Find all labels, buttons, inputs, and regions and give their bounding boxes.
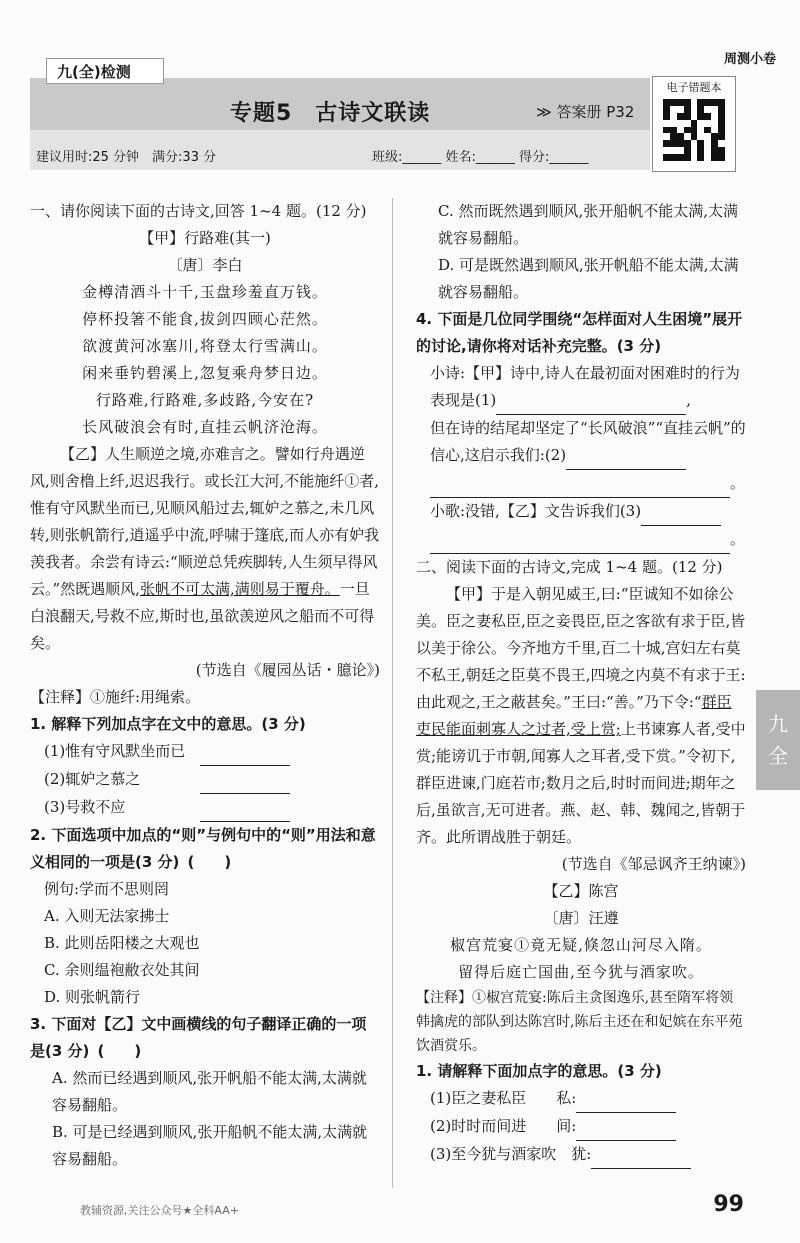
passage-yi-part2: 一旦白浪翻天,号救不应,斯时也,虽欲羡逆风之船而不可得矣。 [30,580,375,652]
question-3: 3. 下面对【乙】文中画横线的句子翻译正确的一项是(3 分) ( ) [30,1011,380,1065]
tab-char: 九 [768,712,788,736]
right-column [416,198,746,1169]
poem-line: 行路难,行路难,多歧路,今安在? [95,391,315,409]
footer-note: 教辅资源,关注公众号★全科AA+ [80,1204,239,1217]
answer-blank[interactable] [576,1113,676,1141]
option-c: C. 余则缊袍敝衣处其间 [44,961,200,979]
student-info-fields: 班级:______ 姓名:______ 得分:______ [372,150,589,165]
question-2: 2. 下面选项中加点的“则”与例句中的“则”用法和意义相同的一项是(3 分) ( ) [30,822,380,876]
poem-line: 闲来垂钓碧溪上,忽复乘舟梦日边。 [82,364,328,382]
answer-blank[interactable] [496,387,686,415]
q1-item: (3)至今犹与酒家吹 犹: [416,1141,746,1169]
passage-yi-part1: 【乙】人生顺逆之境,亦难言之。譬如行舟遇逆风,则舍橹上纤,迟迟我行。或长江大河,不能施纤①者,惟有守风默坐而已,见顺风船过去,辄妒之慕之,未几风转,则张帆箭行,逍遥乎中流,呼啸于篷底,而人亦有妒我羡我者。余尝有诗云:“顺逆总凭疾脚转,人生须早得风云。”然既遇顺风, [30,445,380,598]
answer-blank[interactable] [200,794,290,822]
poem-title: 【甲】行路难(其一) [139,229,271,247]
underlined-sentence: 群臣吏民能面刺寡人之过者,受上赏; [416,693,732,738]
option-c: C. 然而既然遇到顺风,张开船帆不能太满,太满就容易翻船。 [438,202,739,247]
answer-blank[interactable] [200,766,290,794]
option-d: D. 可是既然遇到顺风,张开帆船不能太满,太满就容易翻船。 [438,256,739,301]
option-a: A. 入则无法家拂士 [44,907,170,925]
option-d: D. 则张帆箭行 [44,988,141,1006]
answer-paren[interactable]: ( ) [97,1042,142,1060]
answer-blank[interactable] [430,470,730,498]
poem-author: 〔唐〕汪遵 [543,909,619,927]
q4-dialog-1: 小诗:【甲】诗中,诗人在最初面对困难时的行为表现是(1) , [416,360,746,415]
page-title: 专题5 古诗文联读 [230,101,431,126]
q1-item: (2)时时而间进 间: [416,1113,746,1141]
answer-blank[interactable] [200,738,290,766]
poem-line: 椒宫荒宴①竟无疑,倏忽山河尽入隋。 [450,936,712,954]
annotation: 【注释】①施纤:用绳索。 [30,688,201,706]
tab-char: 全 [768,744,788,768]
option-a: A. 然而已经遇到顺风,张开帆船不能太满,太满就容易翻船。 [52,1069,367,1114]
answer-paren[interactable]: ( ) [187,853,232,871]
poem-line: 欲渡黄河冰塞川,将登太行雪满山。 [82,337,328,355]
q1-item: (1)臣之妻私臣 私: [416,1085,746,1113]
underlined-sentence: 张帆不可太满,满则易于覆舟。 [139,580,340,598]
left-column [30,198,380,1173]
option-b: B. 此则岳阳楼之大观也 [44,934,200,952]
poem-author: 〔唐〕李白 [167,256,243,274]
answer-blank[interactable] [591,1141,691,1169]
exam-badge: 九(全)检测 [46,58,164,84]
source-note: (节选自《邹忌讽齐王纳谏》) [561,855,746,873]
source-note: (节选自《履园丛话・臆论》) [195,661,380,679]
poem-line: 金樽清酒斗十千,玉盘珍羞直万钱。 [82,283,328,301]
answer-blank[interactable] [641,498,721,526]
q1-item: (1)惟有守风默坐而已 [30,738,380,766]
poem-line: 停杯投箸不能食,拔剑四顾心茫然。 [82,310,328,328]
q2-example: 例句:学而不思则罔 [44,880,170,898]
poem-title: 【乙】陈宫 [543,882,619,900]
answer-reference: ≫ 答案册 P32 [536,103,635,121]
section-1-intro: 一、请你阅读下面的古诗文,回答 1~4 题。(12 分) [30,202,367,220]
passage-yi [30,441,380,657]
passage-jia: 【甲】于是入朝见威王,曰:“臣诚知不如徐公美。臣之妻私臣,臣之妾畏臣,臣之客欲有求于臣,皆以美于徐公。今齐地方千里,百二十城,宫妇左右莫不私王,朝廷之臣莫不畏王,四境之内莫不有求于王:由此观之,王之蔽甚矣。”王曰:“善。”乃下令:“群臣吏民能面刺寡人之过者,受上赏;上书谏寡人者,受中赏;能谤讥于市朝,闻寡人之耳者,受下赏。”令初下,群臣进谏,门庭若市;数月之后,时时而间进;期年之后,虽欲言,无可进者。燕、赵、韩、魏闻之,皆朝于齐。此所谓战胜于朝廷。 [416,585,746,846]
question-1: 1. 请解释下面加点字的意思。(3 分) [416,1062,662,1080]
answer-blank[interactable] [430,526,730,554]
answer-blank[interactable] [576,1085,676,1113]
q4-dialog-2: 但在诗的结尾却坚定了“长风破浪”“直挂云帆”的信心,这启示我们:(2) 。 [416,415,746,498]
q1-item: (2)辄妒之慕之 [30,766,380,794]
q1-item: (3)号救不应 [30,794,380,822]
section-2-intro: 二、阅读下面的古诗文,完成 1~4 题。(12 分) [416,558,723,576]
time-score-info: 建议用时:25 分钟 满分:33 分 [36,150,217,165]
question-4: 4. 下面是几位同学围绕“怎样面对人生困境”展开的讨论,请你将对话补充完整。(3 分) [416,310,743,355]
page-number: 99 [713,1192,744,1217]
answer-blank[interactable] [566,442,686,470]
grade-side-tab [756,690,800,790]
column-divider [392,198,393,1188]
qr-title: 电子错题本 [666,81,722,94]
poem-line: 留得后庭亡国曲,至今犹与酒家吹。 [458,963,704,981]
option-b: B. 可是已经遇到顺风,张开船帆不能太满,太满就容易翻船。 [52,1123,368,1168]
qr-panel[interactable] [652,76,736,172]
q4-dialog-3: 小歌:没错,【乙】文告诉我们(3) 。 [416,498,746,554]
quiz-label: 周测小卷 [723,52,776,67]
annotation: 【注释】①椒宫荒宴:陈后主贪图逸乐,甚至隋军将领韩擒虎的部队到达陈宫时,陈后主还在和妃嫔在东平苑饮酒赏乐。 [416,990,743,1054]
qr-code-icon[interactable] [663,99,725,161]
poem-line: 长风破浪会有时,直挂云帆济沧海。 [82,418,328,436]
question-1: 1. 解释下列加点字在文中的意思。(3 分) [30,715,306,733]
